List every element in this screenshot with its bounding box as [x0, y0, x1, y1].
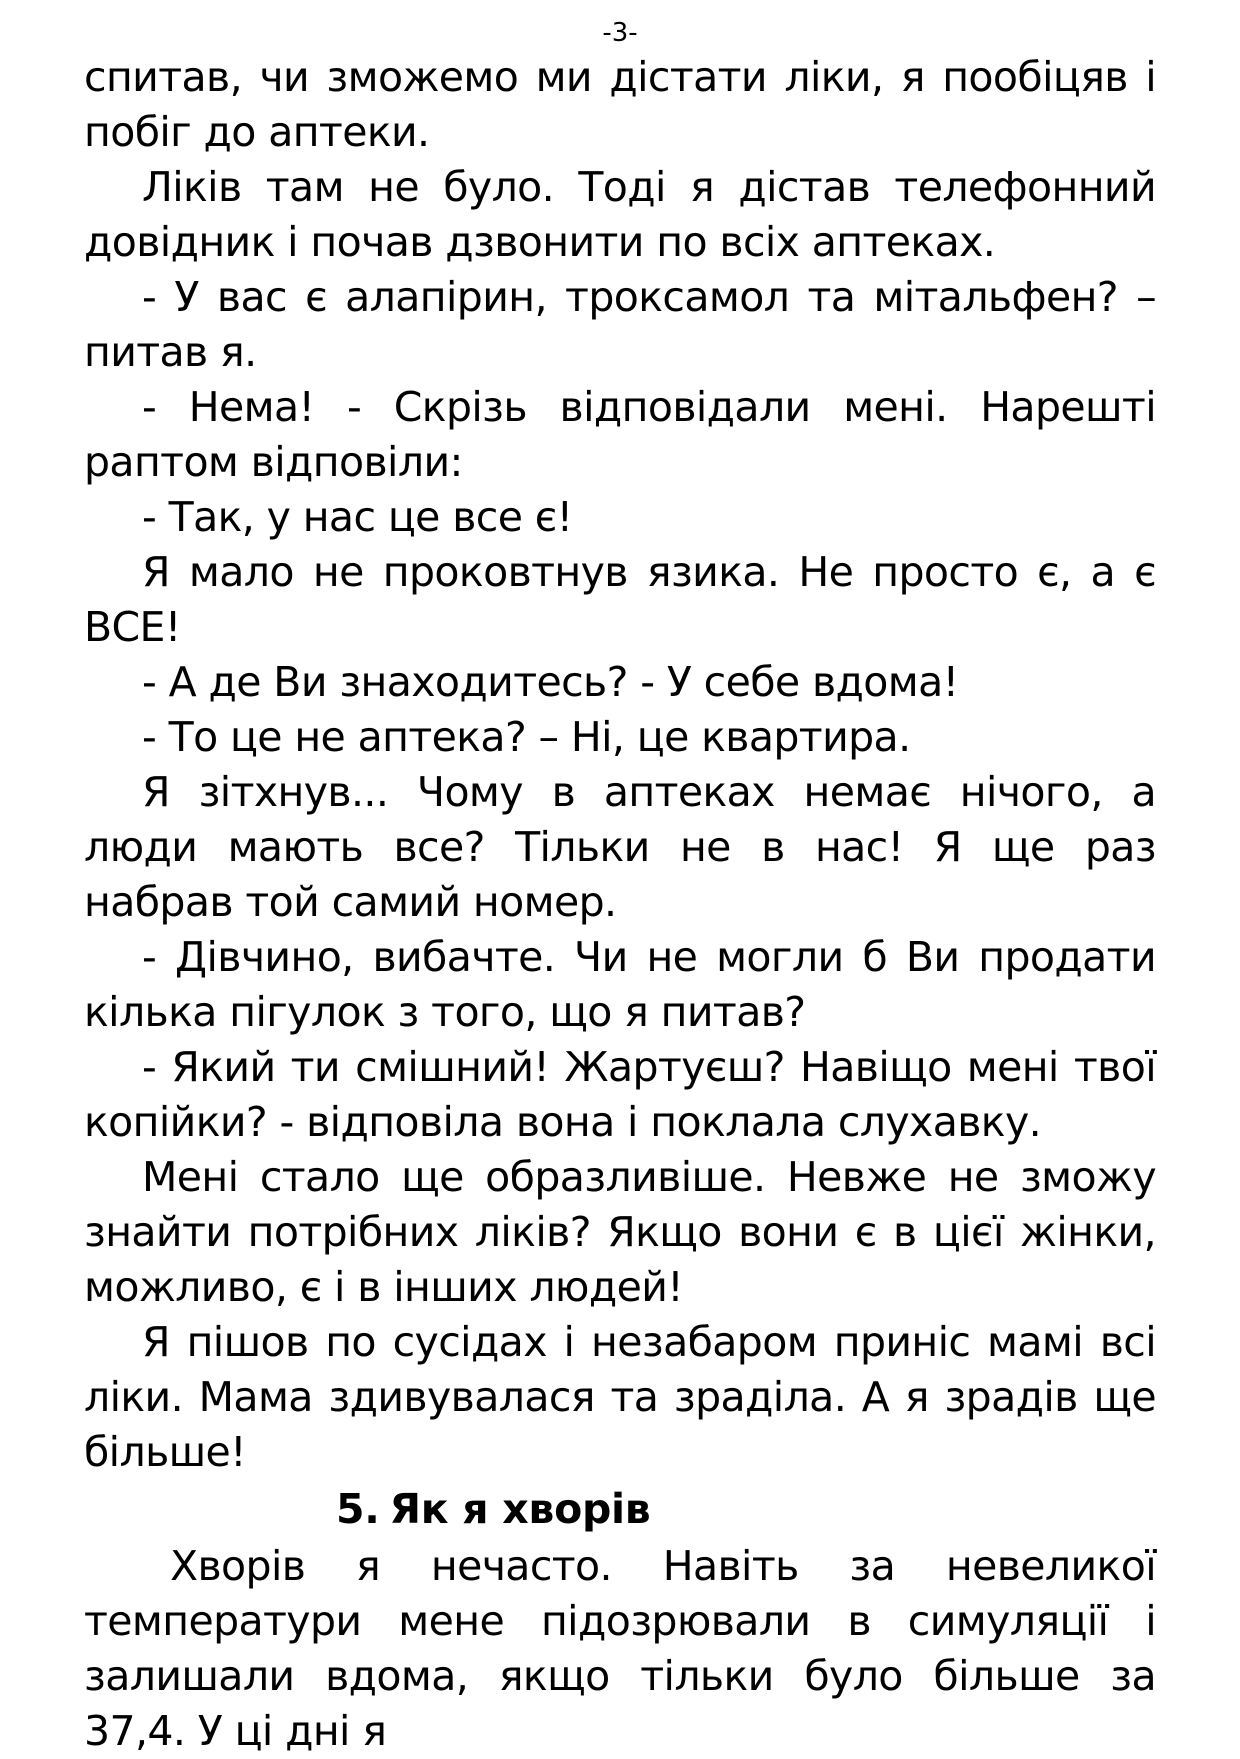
paragraph: Ліків там не було. Тоді я дістав телефонний довідник і почав дзвонити по всіх аптеках.	[84, 163, 1156, 266]
paragraph: - Дівчино, вибачте. Чи не могли б Ви продати кілька пігулок з того, що я питав?	[84, 933, 1156, 1036]
paragraph: Я мало не проковтнув язика. Не просто є, а є ВСЕ!	[84, 548, 1156, 651]
paragraph: Хворів я нечасто. Навіть за невеликої температури мене підозрювали в симуляції і залишали вдома, якщо тільки було більше за 37,4. У ці дні я	[84, 1542, 1156, 1755]
paragraph: - А де Ви знаходитесь? - У себе вдома!	[142, 658, 959, 706]
paragraph: - То це не аптека? – Ні, це квартира.	[142, 713, 911, 761]
section-number: 5.	[336, 1485, 380, 1533]
paragraph: - Нема! - Скрізь відповідали мені. Нарешті раптом відповіли:	[84, 383, 1156, 486]
paragraph: Я пішов по сусідах і незабаром приніс мамі всі ліки. Мама здивувалася та зраділа. А я зрадів ще більше!	[84, 1318, 1156, 1476]
paragraph: Я зітхнув... Чому в аптеках немає нічого, а люди мають все? Тільки не в нас! Я ще раз набрав той самий номер.	[84, 768, 1156, 926]
section-heading	[84, 1480, 1156, 1539]
document-page	[84, 0, 1156, 1759]
paragraph: Мені стало ще образливіше. Невже не зможу знайти потрібних ліків? Якщо вони є в цієї жінки, можливо, є і в інших людей!	[84, 1153, 1156, 1311]
paragraph: - Так, у нас це все є!	[142, 493, 573, 541]
body-text	[84, 50, 1156, 1759]
page-number: -3-	[602, 18, 638, 48]
section-title: Як я хворів	[389, 1485, 651, 1533]
paragraph: - У вас є алапірин, троксамол та мітальфен? – питав я.	[84, 273, 1156, 376]
paragraph: спитав, чи зможемо ми дістати ліки, я пообіцяв і побіг до аптеки.	[84, 53, 1156, 156]
paragraph: - Який ти смішний! Жартуєш? Навіщо мені твої копійки? - відповіла вона і поклала слухавку.	[84, 1043, 1156, 1146]
